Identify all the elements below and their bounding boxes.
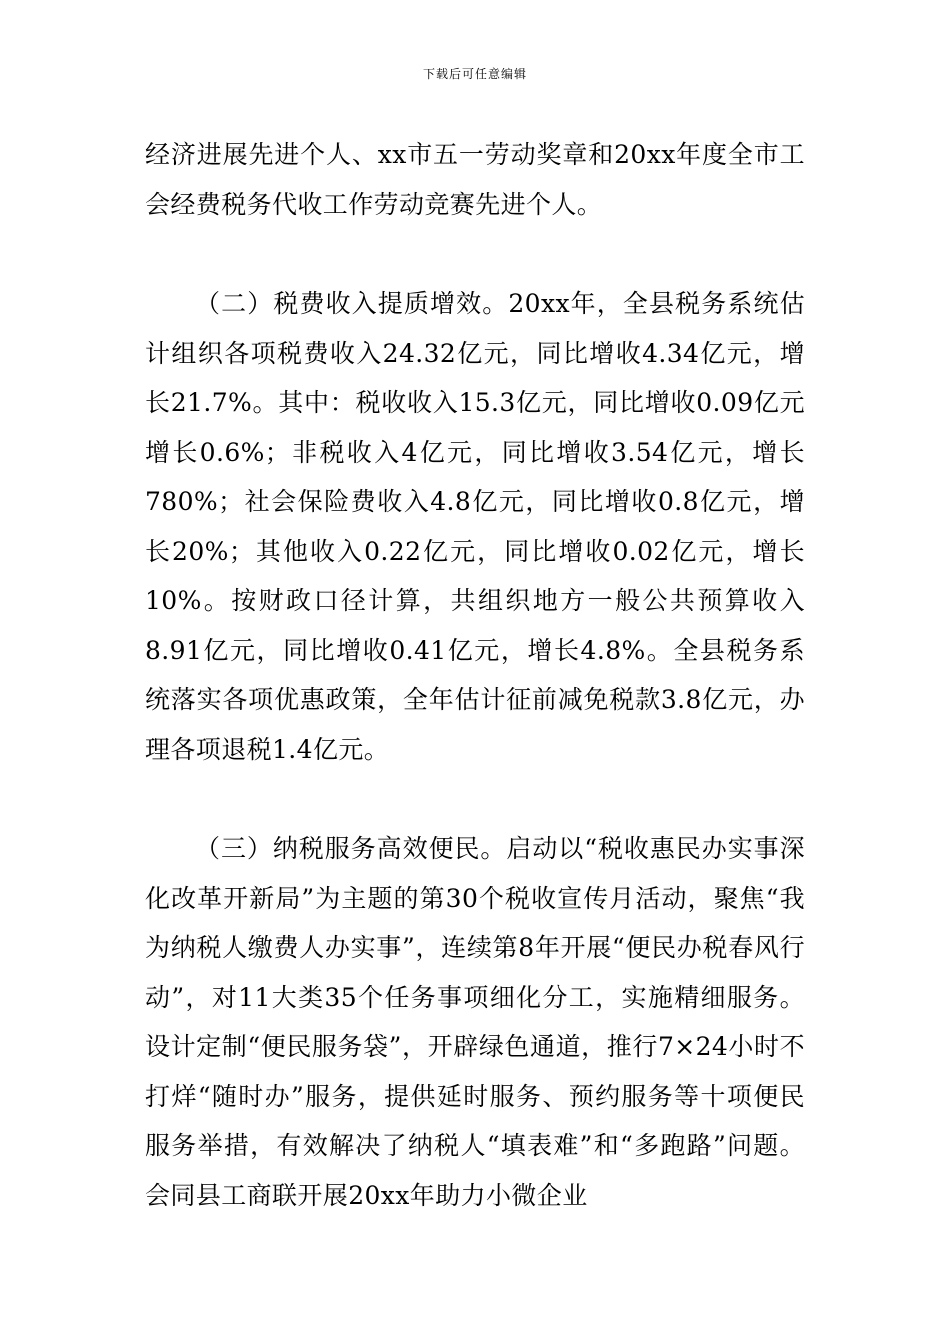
paragraph-continuation: 经济进展先进个人、xx市五一劳动奖章和20xx年度全市工会经费税务代收工作劳动竞赛先进个人。: [145, 140, 805, 219]
paragraph-tax-revenue: （二）税费收入提质增效。20xx年，全县税务系统估计组织各项税费收入24.32亿元，同比增收4.34亿元，增长21.7%。其中：税收收入15.3亿元，同比增收0.09亿元增长0.6%；非税收入4亿元，同比增收3.54亿元，增长780%；社会保险费收入4.8亿元，同比增收0.8亿元，增长20%；其他收入0.22亿元，同比增收0.02亿元，增长10%。按财政口径计算，共组织地方一般公共预算收入8.91亿元，同比增收0.41亿元，增长4.8%。全县税务系统落实各项优惠政策，全年估计征前减免税款3.8亿元，办理各项退税1.4亿元。: [145, 289, 805, 764]
document-body: [145, 130, 805, 1220]
paragraph-tax-service: （三）纳税服务高效便民。启动以“税收惠民办实事深化改革开新局”为主题的第30个税收宣传月活动，聚焦“我为纳税人缴费人办实事”，连续第8年开展“便民办税春风行动”，对11大类35个任务事项细化分工，实施精细服务。设计定制“便民服务袋”，开辟绿色通道，推行7×24小时不打烊“随时办”服务，提供延时服务、预约服务等十项便民服务举措，有效解决了纳税人“填表难”和“多跑路”问题。会同县工商联开展20xx年助力小微企业: [145, 834, 805, 1210]
page-header: 下载后可任意编辑: [422, 67, 527, 81]
